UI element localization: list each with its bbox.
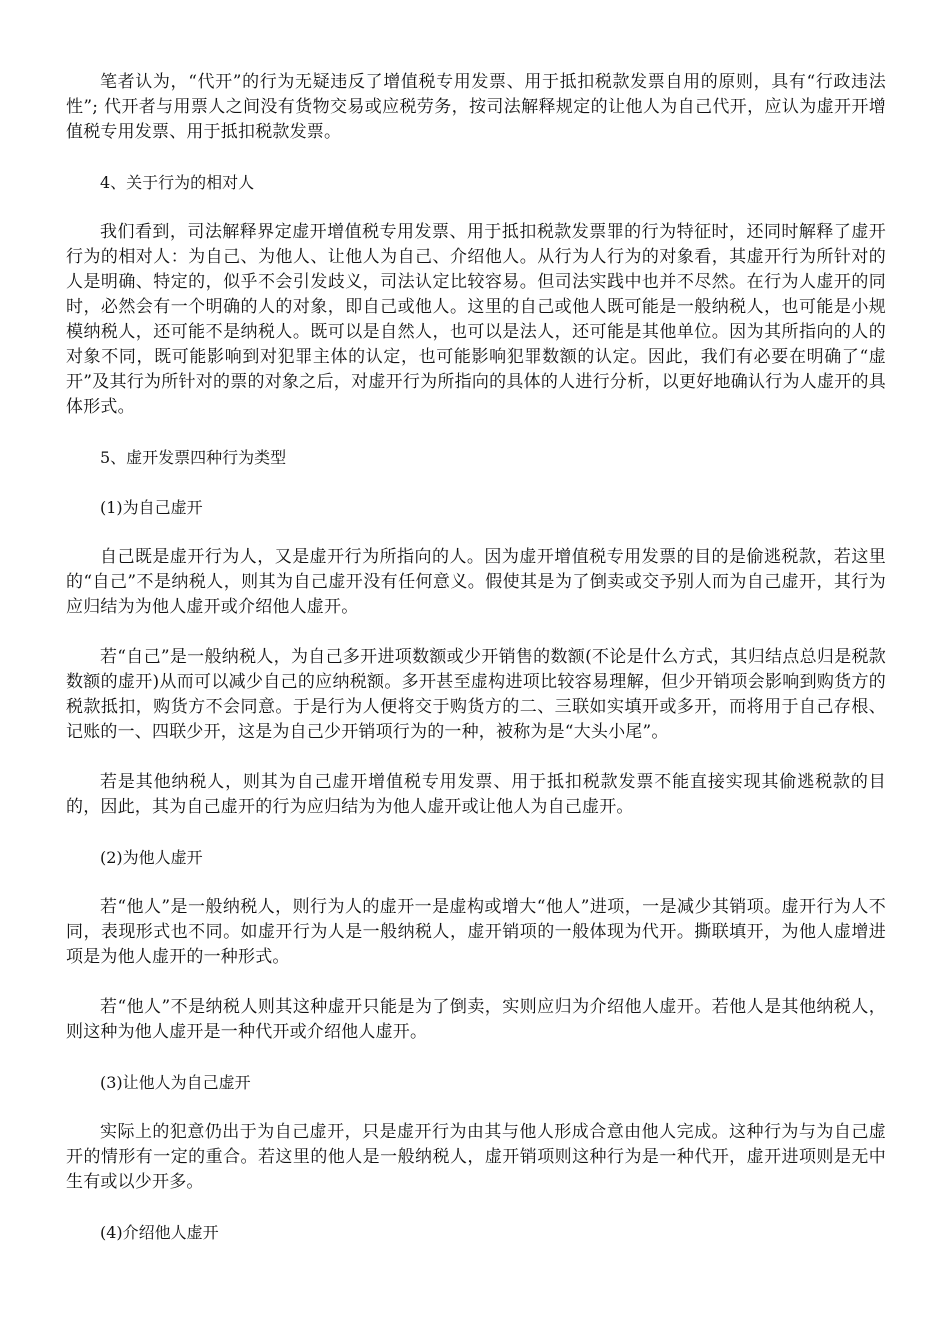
paragraph-for-others-general-taxpayer: 若“他人”是一般纳税人，则行为人的虚开一是虚构或增大“他人”进项，一是减少其销项。虚开行为人不同，表现形式也不同。如虚开行为人是一般纳税人，虚开销项的一般体现为代开。撕联填开，为他人虚增进项是为他人虚开的一种形式。 xyxy=(66,897,886,967)
paragraph-for-self-general-taxpayer: 若“自己”是一般纳税人，为自己多开进项数额或少开销售的数额(不论是什么方式，其归结点总归是税款数额的虚开)从而可以减少自己的应纳税额。多开甚至虚构进项比较容易理解，但少开销项会影响到购货方的税款抵扣，购货方不会同意。于是行为人便将交于购货方的二、三联如实填开或多开，而将用于自己存根、记账的一、四联少开，这是为自己少开销项行为的一种，被称为是“大头小尾”。 xyxy=(66,647,886,742)
paragraph-for-self-intro: 自己既是虚开行为人，又是虚开行为所指向的人。因为虚开增值税专用发票的目的是偷逃税款，若这里的“自己”不是纳税人，则其为自己虚开没有任何意义。假使其是为了倒卖或交予别人而为自己虚开，其行为应归结为为他人虚开或介绍他人虚开。 xyxy=(66,547,886,617)
paragraph-for-others-non-taxpayer: 若“他人”不是纳税人则其这种虚开只能是为了倒卖，实则应归为介绍他人虚开。若他人是其他纳税人，则这种为他人虚开是一种代开或介绍他人虚开。 xyxy=(66,997,886,1042)
section-heading-four-types: 5、虚开发票四种行为类型 xyxy=(100,448,287,467)
document-body xyxy=(66,70,886,1270)
subheading-for-others: (2)为他人虚开 xyxy=(100,848,203,867)
subheading-for-self: (1)为自己虚开 xyxy=(100,498,203,517)
paragraph-for-self-other-taxpayer: 若是其他纳税人，则其为自己虚开增值税专用发票、用于抵扣税款发票不能直接实现其偷逃税款的目的，因此，其为自己虚开的行为应归结为为他人虚开或让他人为自己虚开。 xyxy=(66,772,886,817)
paragraph-counterparty-analysis: 我们看到，司法解释界定虚开增值税专用发票、用于抵扣税款发票罪的行为特征时，还同时解释了虚开行为的相对人：为自己、为他人、让他人为自己、介绍他人。从行为人行为的对象看，其虚开行为所针对的人是明确、特定的，似乎不会引发歧义，司法认定比较容易。但司法实践中也并不尽然。在行为人虚开的同时，必然会有一个明确的人的对象，即自己或他人。这里的自己或他人既可能是一般纳税人，也可能是小规模纳税人，还可能不是纳税人。既可以是自然人，也可以是法人，还可能是其他单位。因为其所指向的人的对象不同，既可能影响到对犯罪主体的认定，也可能影响犯罪数额的认定。因此，我们有必要在明确了“虚开”及其行为所针对的票的对象之后，对虚开行为所指向的具体的人进行分析，以更好地确认行为人虚开的具体形式。 xyxy=(66,222,886,417)
subheading-introducing-others: (4)介绍他人虚开 xyxy=(100,1223,219,1242)
subheading-others-for-self: (3)让他人为自己虚开 xyxy=(100,1073,251,1092)
paragraph-others-for-self: 实际上的犯意仍出于为自己虚开，只是虚开行为由其与他人形成合意由他人完成。这种行为与为自己虚开的情形有一定的重合。若这里的他人是一般纳税人，虚开销项则这种行为是一种代开，虚开进项则是无中生有或以少开多。 xyxy=(66,1122,886,1192)
paragraph-opinion-on-proxy-invoicing: 笔者认为，“代开”的行为无疑违反了增值税专用发票、用于抵扣税款发票自用的原则，具有“行政违法性”; 代开者与用票人之间没有货物交易或应税劳务，按司法解释规定的让他人为自己代开，应认为虚开开增值税专用发票、用于抵扣税款发票。 xyxy=(66,72,886,142)
section-heading-counterparty: 4、关于行为的相对人 xyxy=(100,173,255,192)
